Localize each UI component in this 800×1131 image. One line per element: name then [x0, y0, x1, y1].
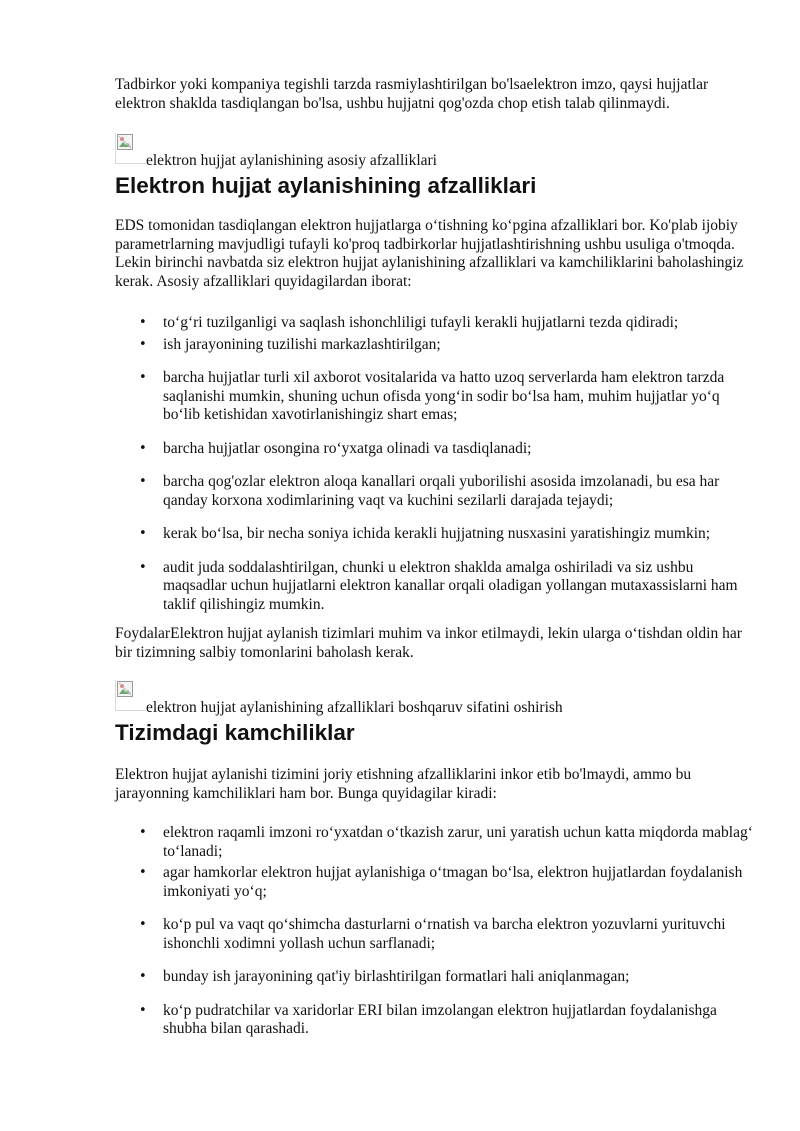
image-placeholder — [115, 133, 755, 173]
image-alt-text: elektron hujjat aylanishining afzalliklari boshqaruv sifatini oshirish — [146, 699, 563, 716]
image-alt-text: elektron hujjat aylanishining asosiy afzalliklari — [146, 152, 437, 169]
list-item: • barcha hujjatlar osongina roʻyxatga olinadi va tasdiqlanadi; — [115, 440, 755, 459]
broken-image-icon — [115, 680, 146, 711]
list-item: • kerak boʻlsa, bir necha soniya ichida kerakli hujjatning nusxasini yaratishingiz mumkin; — [115, 525, 755, 544]
list-item: • toʻgʻri tuzilganligi va saqlash ishonchliligi tufayli kerakli hujjatlarni tezda qidiradi; — [115, 314, 755, 333]
intro-paragraph: Tadbirkor yoki kompaniya tegishli tarzda rasmiylashtirilgan bo'lsaelektron imzo, qaysi hujjatlar elektron shaklda tasdiqlangan bo'lsa, ushbu hujjatni qog'ozda chop etish talab qilinmaydi. — [115, 76, 709, 112]
list-item: • ish jarayonining tuzilishi markazlashtirilgan; — [115, 336, 755, 355]
advantages-intro-paragraph: EDS tomonidan tasdiqlangan elektron hujjatlarga oʻtishning koʻpgina afzalliklari bor. Ko'plab ijobiy parametrlarning mavjudligi tufayli ko'proq tadbirkorlar hujjatlashtirishning ushbu usuliga o'tmoqda. Lekin birinchi navbatda siz elektron hujjat aylanishining afzalliklari va kamchiliklarini baholashingiz kerak. Asosiy afzalliklari quyidagilardan iborat: — [115, 217, 744, 290]
advantages-list — [115, 314, 755, 614]
list-item: • barcha hujjatlar turli xil axborot vositalarida va hatto uzoq serverlarda ham elektron tarzda saqlanishi mumkin, shuning uchun ofisda yongʻin sodir boʻlsa ham, muhim hujjatlar yoʻq boʻlib ketishidan xavotirlanishingiz shart emas; — [115, 369, 755, 425]
list-item: • koʻp pul va vaqt qoʻshimcha dasturlarni oʻrnatish va barcha elektron yozuvlarni yurituvchi ishonchli xodimni yollash uchun sarflanadi; — [115, 916, 755, 953]
broken-image-icon — [115, 133, 146, 164]
disadvantages-intro-paragraph: Elektron hujjat aylanishi tizimini joriy etishning afzalliklarini inkor etib bo'lmaydi, ammo bu jarayonning kamchiliklari ham bor. Bunga quyidagilar kiradi: — [115, 766, 692, 802]
list-item: • elektron raqamli imzoni roʻyxatdan oʻtkazish zarur, uni yaratish uchun katta miqdorda mablagʻ toʻlanadi; — [115, 824, 755, 861]
image-placeholder — [115, 680, 755, 720]
section-heading-disadvantages: Tizimdagi kamchiliklar — [115, 720, 355, 745]
list-item: • barcha qog'ozlar elektron aloqa kanallari orqali yuborilishi asosida imzolanadi, bu esa har qanday korxona xodimlarining vaqt va kuchini sezilarli darajada tejaydi; — [115, 473, 755, 510]
section-heading-advantages: Elektron hujjat aylanishining afzalliklari — [115, 173, 537, 198]
list-item: • audit juda soddalashtirilgan, chunki u elektron shaklda amalga oshiriladi va siz ushbu maqsadlar uchun hujjatlarni elektron kanallar orqali oladigan yollangan mutaxassislarni ham taklif qilishingiz mumkin. — [115, 559, 755, 615]
advantages-conclusion-paragraph: FoydalarElektron hujjat aylanish tizimlari muhim va inkor etilmaydi, lekin ularga oʻtishdan oldin har bir tizimning salbiy tomonlarini baholash kerak. — [115, 625, 742, 661]
list-item: • koʻp pudratchilar va xaridorlar ERI bilan imzolangan elektron hujjatlardan foydalanishga shubha bilan qarashadi. — [115, 1002, 755, 1039]
list-item: • agar hamkorlar elektron hujjat aylanishiga oʻtmagan boʻlsa, elektron hujjatlardan foydalanish imkoniyati yoʻq; — [115, 864, 755, 901]
disadvantages-list — [115, 824, 755, 1039]
list-item: • bunday ish jarayonining qat'iy birlashtirilgan formatlari hali aniqlanmagan; — [115, 968, 755, 987]
